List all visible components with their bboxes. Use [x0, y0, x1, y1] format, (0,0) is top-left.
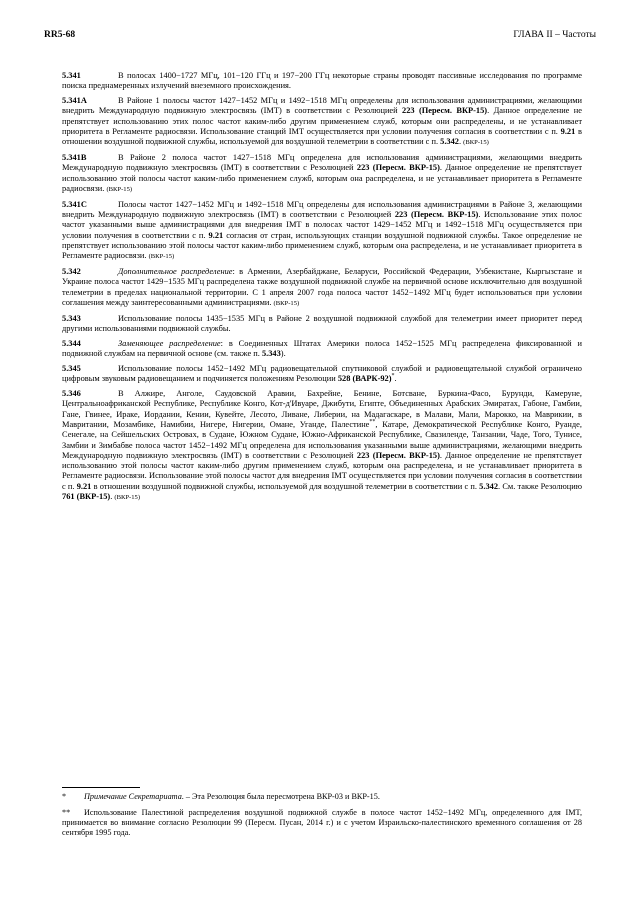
text-segment: .	[394, 374, 397, 384]
text-segment: Использование Палестиной распределения воздушной подвижной службе в полосе частот 1452−1492 МГц, определенного для IMT, принимается во внимание согласно Резолюции 99 (Пересм. Пусан, 2014 г.) и с учетом Израильско-палестинского временного соглашения от 28 сентября 1995 года.	[62, 808, 582, 837]
provision-5-343	[62, 314, 582, 335]
text-segment: : в Армении, Азербайджане, Беларуси, Российской Федерации, Узбекистане, Кыргызстане и Украине полоса частот 1429−1535 МГц распределена также воздушной подвижной службе на первичной основе исключительно для воздушной телеметрии в пределах национальной территории. С 1 апреля 2007 года полоса частот 1452−1492 МГц будет использоваться при условии соглашения между заинтересованными администрациями.	[62, 267, 582, 307]
text-segment: 9.21	[76, 481, 92, 491]
provision-number: 5.343	[62, 313, 81, 323]
revision-ref: (ВКР-15)	[273, 299, 300, 307]
text-segment: 5.343	[261, 349, 281, 359]
footnote-ref: **	[369, 419, 376, 426]
provision-text	[62, 71, 582, 90]
text-segment: . Данное определение не препятствует использованию этих полос частот каким-либо другим применением служб, которым они распределены, и не устанавливает приоритета в Регламенте радиосвязи. Использование станций IMT осуществляется при условии получения согласия в соответствии с п.	[62, 106, 582, 136]
provision-number: 5.345	[62, 363, 81, 373]
text-segment: В Районе 2 полоса частот 1427−1518 МГц определена для использования администрациями, желающими внедрить Международную подвижную электросвязь (IMT) в соответствии с Резолюцией	[62, 153, 582, 173]
provision-number: 5.341C	[62, 199, 87, 209]
page-header	[44, 30, 596, 44]
provision-number: 5.341B	[62, 153, 87, 163]
provision-number: 5.341	[62, 71, 81, 80]
text-segment: . Данное определение не препятствует использованию этой полосы частот каким-либо применением служб, которым она распределена, и не устанавливает приоритета в Регламенте радиосвязи.	[62, 163, 582, 193]
provision-number: 5.341A	[62, 96, 87, 106]
footnote-divider	[62, 787, 140, 788]
text-segment: 5.342	[440, 137, 459, 147]
provisions-list	[62, 71, 582, 508]
footnote-text	[84, 792, 380, 801]
text-segment: 9.21	[208, 230, 224, 240]
text-segment: . Данное определение не препятствует использованию этой полосы частот каким-либо другим применением служб, которым она распределена, и не устанавливает приоритета в Регламенте радиосвязи. Использование этой полосы частот для внедрения IMT осуществляется при условии получения согласия в соответствии с п.	[62, 450, 582, 491]
text-segment: Заменяющее распределение	[118, 338, 221, 348]
provision-5-341a	[62, 96, 582, 148]
provision-number: 5.346	[62, 389, 81, 399]
footnote-2	[62, 808, 582, 838]
text-segment: .	[458, 137, 464, 147]
text-segment: : в Соединенных Штатах Америки полоса 1452−1525 МГц распределена фиксированной и подвижной службам на первичной основе (см. также п.	[62, 338, 582, 359]
provision-5-342	[62, 267, 582, 309]
text-segment: в отношении воздушной подвижной службы, используемой для воздушной телеметрии в соответствии с п.	[62, 126, 582, 147]
text-segment: 761 (ВКР-15)	[62, 491, 111, 501]
text-segment: . См. также Резолюцию	[498, 481, 582, 491]
provision-text	[62, 96, 582, 146]
provision-5-345	[62, 364, 582, 385]
text-segment: В полосах 1400−1727 МГц, 101−120 ГГц и 197−200 ГГц некоторые страны проводят пассивные исследования по программе поиска преднамеренных излучений внеземного происхождения.	[62, 71, 582, 91]
text-segment: 223 (Пересм. ВКР-15)	[356, 163, 440, 173]
text-segment: Использование полосы 1452−1492 МГц радиовещательной спутниковой службой и радиовещательной службой ограничено цифровым звуковым радиовещанием и подчиняется положениям Резолюции	[62, 363, 582, 384]
provision-text	[62, 200, 582, 260]
footnote-mark: *	[62, 792, 67, 801]
text-segment: 223 (Пересм. ВКР-15)	[394, 210, 479, 220]
text-segment: в отношении воздушной подвижной службы, используемой для воздушной телеметрии в соответствии с п.	[91, 481, 480, 491]
text-segment: Дополнительное распределение	[118, 267, 233, 277]
text-segment: Примечание Секретариата	[84, 792, 182, 801]
footnote-1	[62, 792, 582, 802]
text-segment: ).	[280, 349, 286, 359]
provision-text	[62, 314, 582, 333]
provision-number: 5.344	[62, 338, 81, 348]
revision-ref: (ВКР-15)	[106, 185, 133, 193]
text-segment: Использование полосы 1435−1535 МГц в Районе 2 воздушной подвижной службой для телеметрии имеет приоритет перед другими использованиями подвижной службы.	[62, 313, 582, 334]
provision-text	[62, 389, 582, 501]
provision-text	[62, 153, 582, 193]
footnote-mark: **	[62, 808, 71, 817]
provision-text	[62, 364, 582, 383]
revision-ref: (ВКР-15)	[114, 493, 141, 501]
provision-text	[62, 267, 582, 307]
revision-ref: (ВКР-15)	[463, 139, 489, 147]
revision-ref: (ВКР-15)	[148, 253, 175, 261]
provision-5-346	[62, 389, 582, 503]
footnotes	[62, 792, 582, 844]
page-id: RR5-68	[44, 30, 76, 40]
text-segment: 5.342	[479, 481, 499, 491]
footnote-text	[62, 808, 582, 837]
text-segment: .	[110, 491, 115, 501]
provision-5-341b	[62, 153, 582, 195]
provision-5-341	[62, 71, 582, 92]
provision-5-344	[62, 339, 582, 360]
text-segment: 223 (Пересм. ВКР-15)	[402, 106, 488, 116]
provision-text	[62, 339, 582, 358]
text-segment: В Алжире, Анголе, Саудовской Аравии, Бахрейне, Бенине, Ботсване, Буркина-Фасо, Бурунди, Камеруне, Центральноафриканской Республике, Республике Конго, Кот-д'Ивуаре, Джибути, Египте, Объединенных Арабских Эмиратах, Габоне, Гамбии, Гане, Гвинее, Ираке, Иордании, Кении, Кувейте, Лесото, Ливане, Либерии, на Мадагаскаре, в Малави, Мали, Марокко, на Маврикии, в Мавритании, Мозамбике, Намибии, Нигере, Нигерии, Омане, Уганде, Палестине	[62, 389, 582, 429]
chapter-title: ГЛАВА II – Частоты	[513, 30, 596, 40]
text-segment: , Катаре, Демократической Республике Конго, Руанде, Сенегале, на Сейшельских Островах, в Судане, Южном Судане, Южно-Африканской Республике, Свазиленде, Танзании, Чаде, Того, Тунисе, Замбии и Зимбабве полоса частот 1452−1492 МГц определена для использования указанными выше администрациями, желающими внедрить Международную подвижную электросвязь (IMT) в соответствии с Резолюцией	[62, 419, 582, 460]
text-segment: В Районе 1 полосы частот 1427−1452 МГц и 1492−1518 МГц определены для использования администрациями, желающими внедрить Международную подвижную электросвязь (IMT) в соответствии с Резолюцией	[62, 96, 582, 116]
text-segment: . Использование этих полос частот указанными выше администрациями для внедрения IMT в полосах частот 1429−1452 МГц и 1492−1518 МГц осуществляется при условии получения в соответствии с п.	[62, 210, 582, 240]
text-segment: . – Эта Резолюция была пересмотрена ВКР-03 и ВКР-15.	[181, 792, 380, 801]
provision-5-341c	[62, 200, 582, 263]
text-segment: 223 (Пересм. ВКР-15)	[356, 450, 440, 460]
provision-number: 5.342	[62, 267, 81, 277]
footnote-ref: *	[391, 373, 395, 380]
text-segment: 9.21	[560, 126, 576, 136]
text-segment: Полосы частот 1427−1452 МГц и 1492−1518 МГц определены для использования администрациями в Районе 3, желающими внедрить Международную подвижную электросвязь (IMT) в соответствии с Резолюцией	[62, 199, 582, 220]
text-segment: 528 (ВАРК-92)	[337, 374, 392, 384]
text-segment: согласия от стран, использующих станции воздушной подвижной службы. Такое определение не препятствует использованию этой полосы частот каким-либо применением служб, которым она распределена, и не устанавливает приоритета в Регламенте радиосвязи.	[62, 230, 582, 261]
